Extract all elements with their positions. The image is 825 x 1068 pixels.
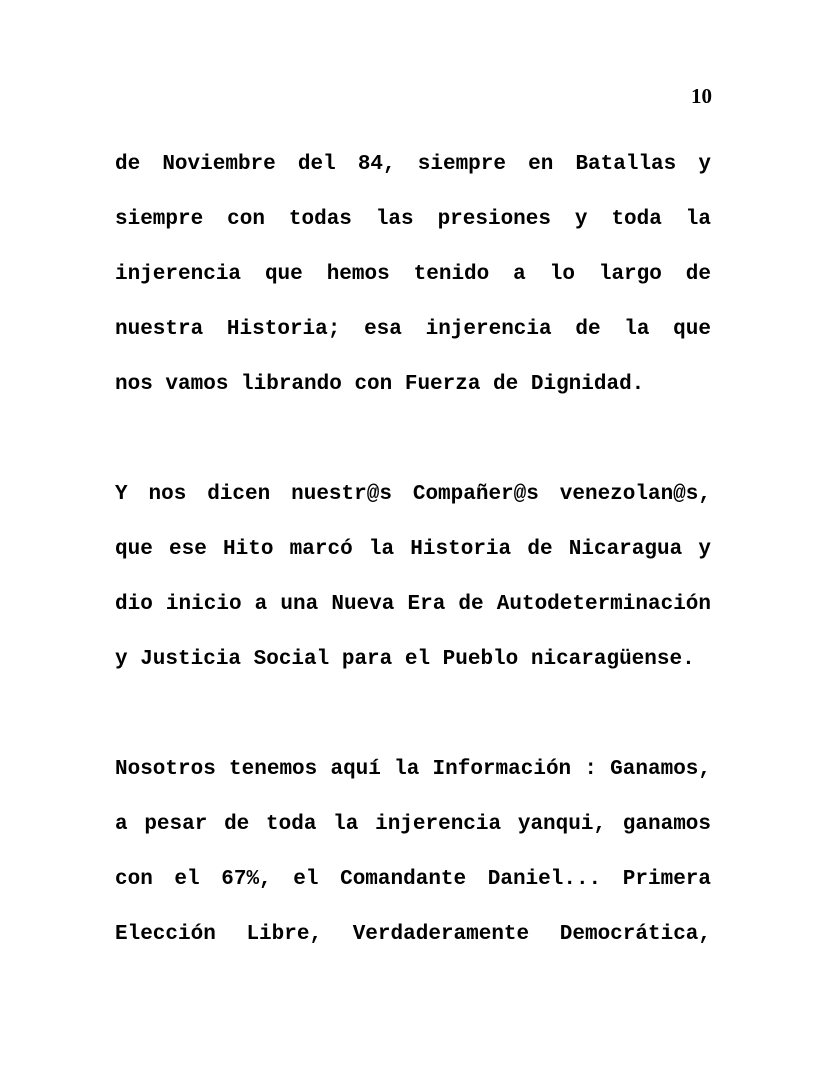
text-line: Elección Libre, Verdaderamente Democrática, [115, 923, 711, 946]
text-line: con el 67%, el Comandante Daniel... Primera [115, 868, 711, 891]
body-text [115, 137, 711, 1017]
paragraph [115, 137, 711, 412]
text-line: de Noviembre del 84, siempre en Batallas y [115, 153, 711, 176]
text-line: y Justicia Social para el Pueblo nicaragüense. [115, 648, 695, 671]
text-line: Y nos dicen nuestr@s Compañer@s venezolan@s, [115, 483, 711, 506]
text-line: que ese Hito marcó la Historia de Nicaragua y [115, 538, 711, 561]
text-line: Nosotros tenemos aquí la Información : Ganamos, [115, 758, 711, 781]
paragraph [115, 467, 711, 687]
text-line: nuestra Historia; esa injerencia de la que [115, 318, 711, 341]
text-line: a pesar de toda la injerencia yanqui, ganamos [115, 813, 711, 836]
text-line: siempre con todas las presiones y toda la [115, 208, 711, 231]
text-line: dio inicio a una Nueva Era de Autodeterminación [115, 593, 711, 616]
text-line: injerencia que hemos tenido a lo largo de [115, 263, 711, 286]
text-line: nos vamos librando con Fuerza de Dignidad. [115, 373, 645, 396]
paragraph [115, 742, 711, 962]
page-number: 10 [691, 84, 712, 108]
